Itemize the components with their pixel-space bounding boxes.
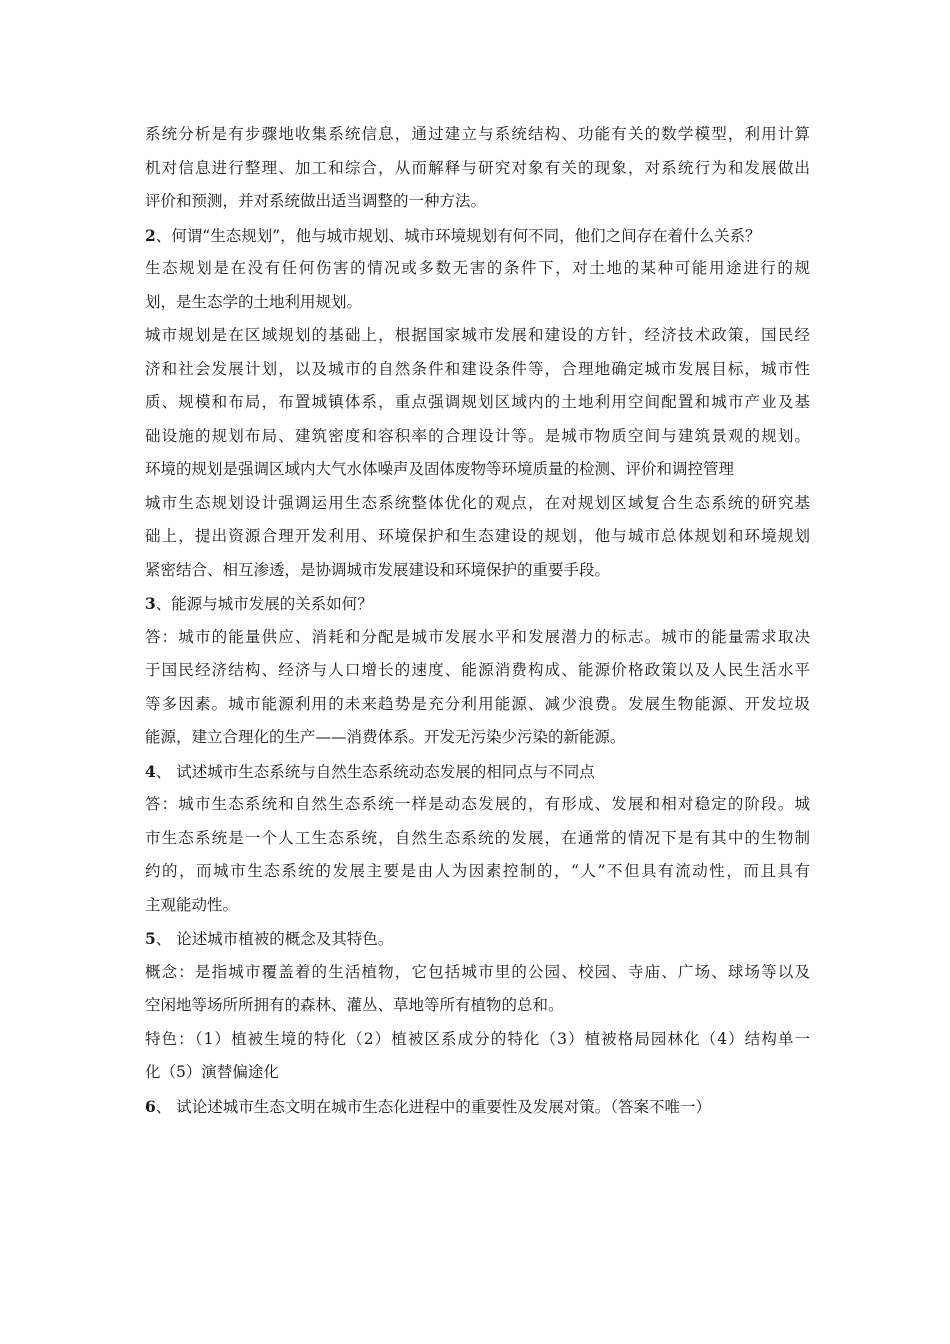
paragraph-line: 答：城市生态系统和自然生态系统一样是动态发展的，有形成、发展和相对稳定的阶段。城 [145,795,810,813]
paragraph-line: 特色：（1）植被生境的特化（2）植被区系成分的特化（3）植被格局园林化（4）结构单一 [145,1029,810,1048]
question-4-heading [145,755,810,789]
question-text: 、 试述城市生态系统与自然生态系统动态发展的相同点与不同点 [155,762,595,781]
document-page [145,118,810,1123]
urban-eco-planning-paragraph [145,487,810,588]
intro-paragraph [145,118,810,219]
question-text: 、何谓“生态规划”，他与城市规划、城市环境规划有何不同，他们之间存在着什么关系？ [155,226,761,245]
question-number: 2 [145,225,156,245]
paragraph-line: 紧密结合、相互渗透，是协调城市发展建设和环境保护的重要手段。 [145,560,611,579]
paragraph-line: 评价和预测，并对系统做出适当调整的一种方法。 [145,192,487,210]
paragraph-line: 城市规划是在区域规划的基础上，根据国家城市发展和建设的方针，经济技术政策，国民经 [145,326,810,344]
paragraph-line: 答：城市的能量供应、消耗和分配是城市发展水平和发展潜力的标志。城市的能量需求取决 [145,627,810,646]
question-5-heading [145,922,810,956]
question-number: 4 [145,761,156,781]
paragraph-line: 概念：是指城市覆盖着的生活植物，它包括城市里的公园、校园、寺庙、广场、球场等以及 [145,962,810,981]
city-planning-paragraph [145,319,810,453]
question-text: 、 论述城市植被的概念及其特色。 [155,930,394,948]
paragraph-line: 划，是生态学的土地利用规划。 [145,292,363,311]
paragraph-line: 化（5）演替偏途化 [145,1063,279,1081]
question-text: 、 试论述城市生态文明在城市生态化进程中的重要性及发展对策。（答案不唯一） [155,1097,711,1116]
paragraph-line: 主观能动性。 [145,895,239,914]
question-6-heading [145,1090,810,1124]
question-number: 3 [145,594,156,613]
paragraph-line: 约的，而城市生态系统的发展主要是由人为因素控制的，“人”不但具有流动性，而且具有 [145,862,810,880]
env-planning-paragraph: 环境的规划是强调区域内大气水体噪声及固体废物等环境质量的检测、评价和调控管理 [145,460,735,478]
feature-paragraph [145,1023,810,1090]
paragraph-line: 能源，建立合理化的生产——消费体系。开发无污染少污染的新能源。 [145,728,626,746]
question-3-heading [145,587,810,621]
concept-paragraph [145,956,810,1023]
paragraph-line: 济和社会发展计划，以及城市的自然条件和建设条件等，合理地确定城市发展目标，城市性 [145,359,810,378]
question-2-heading [145,219,810,253]
paragraph-line: 于国民经济结构、经济与人口增长的速度、能源消费构成、能源价格政策以及人民生活水平 [145,661,810,679]
question-number: 6 [145,1096,156,1116]
paragraph-line: 础设施的规划布局、建筑密度和容积率的合理设计等。是城市物质空间与建筑景观的规划。 [145,426,810,445]
eco-planning-paragraph [145,252,810,319]
question-number: 5 [145,929,156,948]
paragraph-line: 等多因素。城市能源利用的未来趋势是充分利用能源、减少浪费。发展生物能源、开发垃圾 [145,694,810,713]
question-4-answer [145,788,810,922]
question-3-answer [145,621,810,755]
paragraph-line: 生态规划是在没有任何伤害的情况或多数无害的条件下，对土地的某种可能用途进行的规 [145,259,810,277]
paragraph-line: 础上，提出资源合理开发利用、环境保护和生态建设的规划，他与城市总体规划和环境规划 [145,527,810,545]
paragraph-line: 质、规模和布局，布置城镇体系，重点强调规划区域内的土地利用空间配置和城市产业及基 [145,393,810,411]
paragraph-line: 市生态系统是一个人工生态系统，自然生态系统的发展，在通常的情况下是有其中的生物制 [145,828,810,847]
paragraph-line: 机对信息进行整理、加工和综合，从而解释与研究对象有关的现象，对系统行为和发展做出 [145,158,810,177]
paragraph-line: 系统分析是有步骤地收集系统信息，通过建立与系统结构、功能有关的数学模型，利用计算 [145,125,810,143]
paragraph-line: 城市生态规划设计强调运用生态系统整体优化的观点，在对规划区域复合生态系统的研究基 [145,493,810,512]
question-text: 、能源与城市发展的关系如何？ [155,595,373,613]
paragraph-line: 空闲地等场所所拥有的森林、灌丛、草地等所有植物的总和。 [145,996,564,1014]
